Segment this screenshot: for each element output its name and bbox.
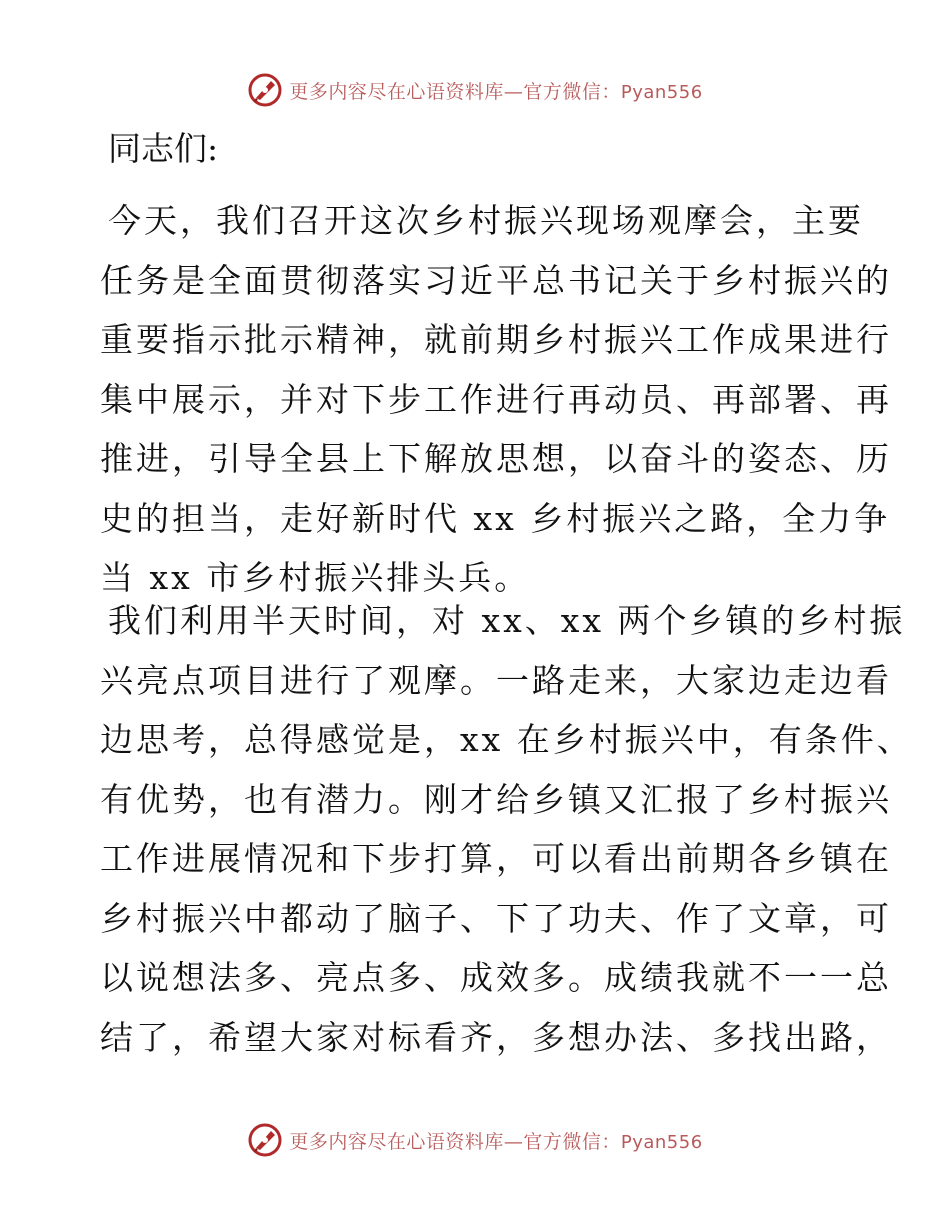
banner-text: 更多内容尽在心语资料库—官方微信：Pyan556	[289, 1130, 703, 1153]
paragraph-line: 集中展示，并对下步工作进行再动员、再部署、再	[100, 379, 892, 419]
header-banner	[0, 70, 950, 110]
pen-logo-icon	[247, 72, 283, 108]
paragraph-2	[100, 591, 913, 1067]
paragraph-line: 边思考，总得感觉是，xx 在乡村振兴中，有条件、	[100, 720, 913, 759]
paragraph-line: 结了，希望大家对标看齐，多想办法、多找出路，	[100, 1017, 892, 1057]
footer-banner	[0, 1120, 950, 1160]
paragraph-line: 今天，我们召开这次乡村振兴现场观摩会，主要	[108, 201, 864, 240]
paragraph-line: 我们利用半天时间，对 xx、xx 两个乡镇的乡村振	[108, 601, 906, 640]
paragraph-line: 乡村振兴中都动了脑子、下了功夫、作了文章，可	[100, 898, 892, 938]
paragraph-line: 重要指示批示精神，就前期乡村振兴工作成果进行	[100, 320, 892, 359]
pen-logo-icon	[247, 1122, 283, 1158]
paragraph-line: 当 xx 市乡村振兴排头兵。	[100, 558, 531, 597]
greeting: 同志们:	[108, 129, 219, 168]
wechat-id: Pyan556	[620, 81, 703, 103]
paragraph-1	[100, 191, 892, 608]
wechat-id: Pyan556	[620, 1131, 703, 1153]
banner-text: 更多内容尽在心语资料库—官方微信：Pyan556	[289, 80, 703, 103]
paragraph-line: 以说想法多、亮点多、成效多。成绩我就不一一总	[100, 958, 892, 997]
paragraph-line: 史的担当，走好新时代 xx 乡村振兴之路，全力争	[100, 498, 891, 538]
paragraph-line: 工作进展情况和下步打算，可以看出前期各乡镇在	[100, 839, 892, 878]
paragraph-line: 兴亮点项目进行了观摩。一路走来，大家边走边看	[100, 660, 892, 700]
paragraph-line: 有优势，也有潜力。刚才给乡镇又汇报了乡村振兴	[100, 779, 892, 819]
paragraph-line: 任务是全面贯彻落实习近平总书记关于乡村振兴的	[100, 260, 892, 300]
paragraph-line: 推进，引导全县上下解放思想，以奋斗的姿态、历	[100, 439, 892, 478]
